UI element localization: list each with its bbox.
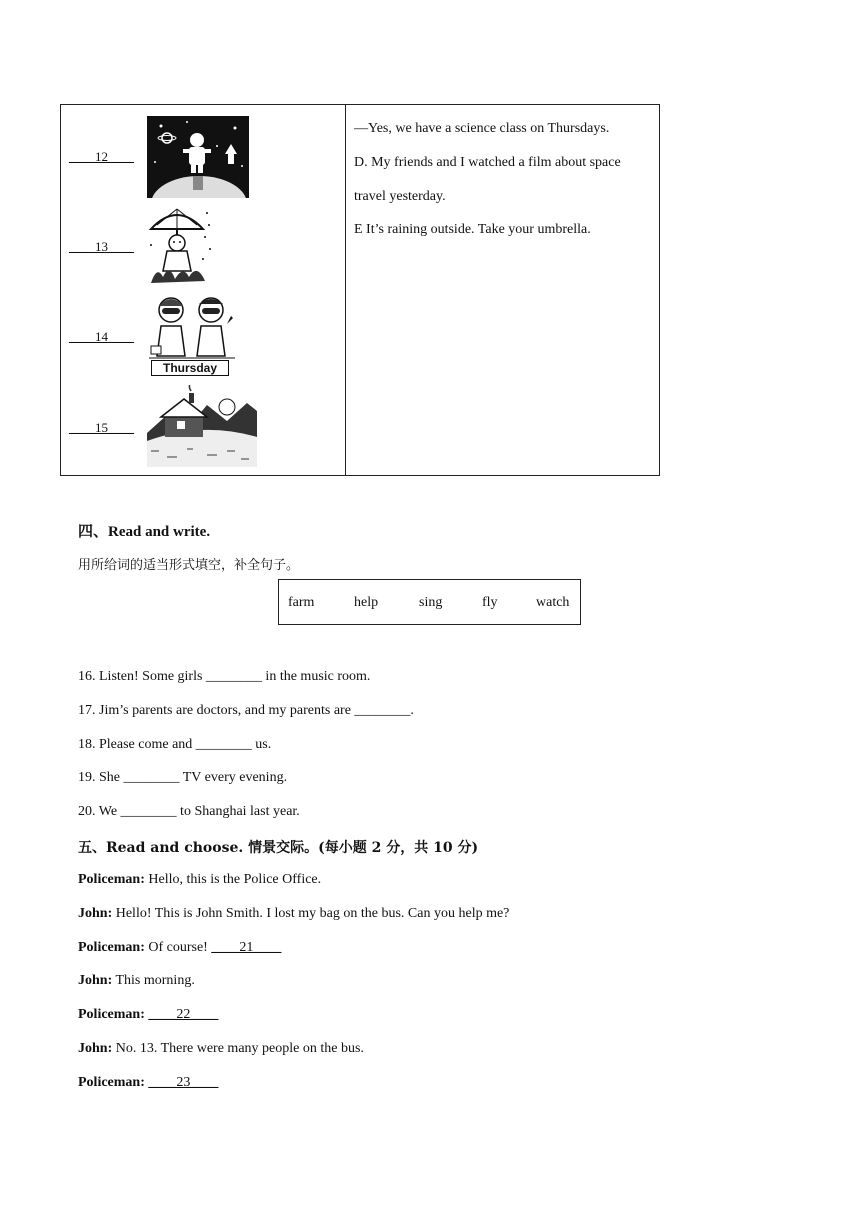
science-class-picture (147, 294, 237, 378)
matching-item-14: ____14____ (69, 329, 134, 344)
speaker: John: (78, 906, 113, 921)
question-19: 19. She ________ TV every evening. (78, 770, 288, 785)
option-e: E It’s raining outside. Take your umbrella. (354, 222, 591, 237)
dialogue-line-4 (78, 973, 195, 989)
snowy-house-picture (147, 385, 257, 467)
table-divider (345, 105, 346, 475)
word-sing: sing (419, 595, 443, 610)
speaker: John: (78, 973, 113, 988)
umbrella-girl-picture (147, 205, 213, 285)
section-4-instruction: 用所给词的适当形式填空，补全句子。 (78, 558, 300, 573)
dialogue-line-3 (78, 940, 281, 956)
matching-item-15: ____15____ (69, 420, 134, 435)
word-help: help (354, 595, 379, 610)
thursday-caption: Thursday (151, 360, 229, 376)
matching-item-13: ____13____ (69, 239, 134, 254)
dialogue-line-1 (78, 872, 321, 888)
speaker: John: (78, 1041, 113, 1056)
question-18: 18. Please come and ________ us. (78, 737, 272, 752)
word-fly: fly (482, 595, 498, 610)
speaker: Policeman: (78, 872, 145, 887)
dialogue-line-2 (78, 906, 509, 922)
answer-blank-23[interactable]: ____23____ (148, 1075, 219, 1090)
word-watch: watch (536, 595, 570, 610)
dialogue-line-7 (78, 1075, 218, 1091)
speaker: Policeman: (78, 940, 145, 955)
answer-blank-21[interactable]: ____21____ (211, 940, 282, 955)
speech: Of course! (144, 940, 212, 955)
section-5-title: 五、Read and choose. 情景交际。(每小题 2 分，共 10 分) (78, 840, 479, 856)
matching-item-12: ____12____ (69, 149, 134, 164)
speech: This morning. (112, 973, 195, 988)
speaker: Policeman: (78, 1007, 145, 1022)
speech: Hello! This is John Smith. I lost my bag on the bus. Can you help me? (112, 906, 510, 921)
dialogue-line-6 (78, 1041, 364, 1057)
word-bank-box (278, 579, 581, 625)
speaker: Policeman: (78, 1075, 145, 1090)
option-d-continued: travel yesterday. (354, 189, 446, 204)
astronaut-picture (147, 116, 249, 198)
option-line: —Yes, we have a science class on Thursdays. (354, 121, 610, 136)
word-farm: farm (288, 595, 315, 610)
question-20: 20. We ________ to Shanghai last year. (78, 804, 300, 819)
matching-table (60, 104, 660, 476)
dialogue-line-5 (78, 1007, 218, 1023)
option-d: D. My friends and I watched a film about space (354, 155, 621, 170)
question-17: 17. Jim’s parents are doctors, and my parents are ________. (78, 703, 414, 718)
section-4-title: 四、Read and write. (78, 524, 211, 540)
speech: Hello, this is the Police Office. (144, 872, 322, 887)
question-16: 16. Listen! Some girls ________ in the music room. (78, 669, 371, 684)
speech: No. 13. There were many people on the bus. (112, 1041, 364, 1056)
answer-blank-22[interactable]: ____22____ (148, 1007, 219, 1022)
